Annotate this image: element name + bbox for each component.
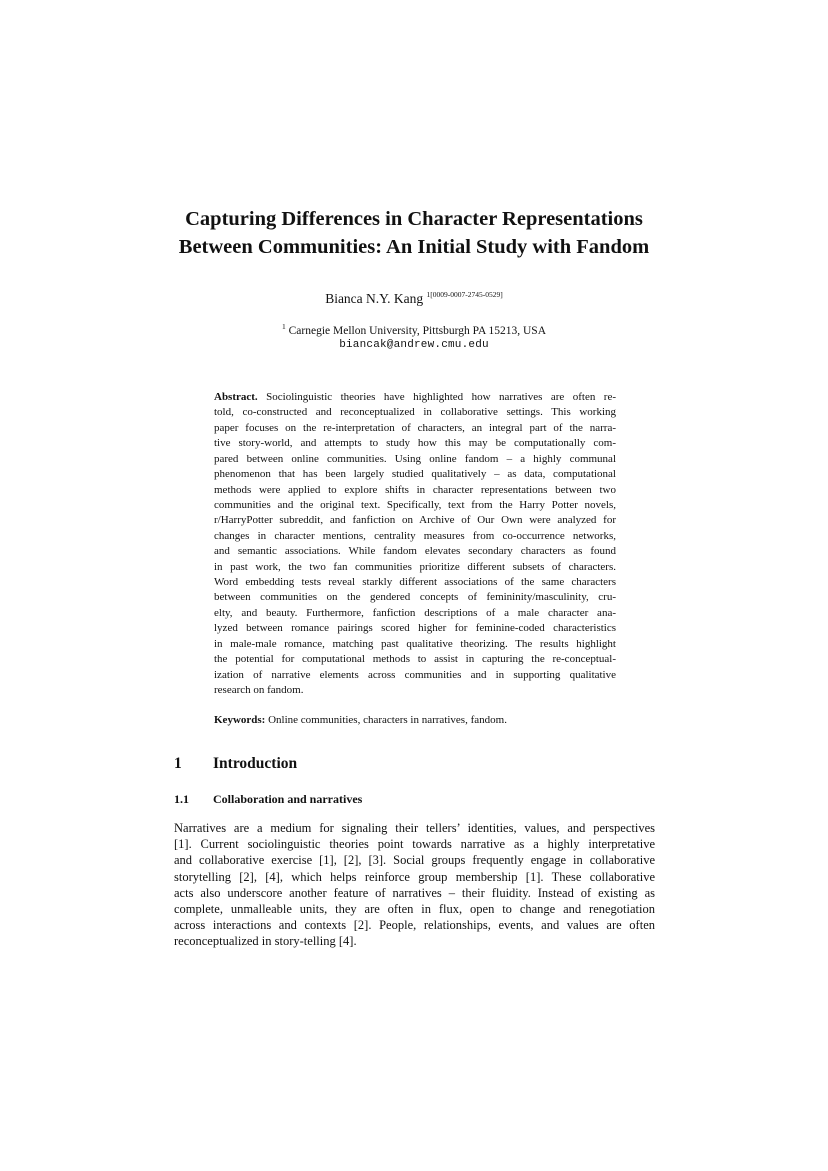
section-title: Introduction — [213, 755, 298, 772]
abstract-line: Word embedding tests reveal starkly different associations of the same characters — [214, 576, 616, 589]
affiliation-superscript: 1 — [282, 322, 286, 331]
abstract-line: in past work, the two fan communities prioritize different subsets of characters. — [214, 560, 616, 573]
abstract-line: elty, and beauty. Furthermore, fanfiction descriptions of a male character ana- — [214, 606, 616, 619]
abstract-line: research on fandom. — [214, 684, 304, 697]
author-name: Bianca N.Y. Kang — [325, 291, 424, 306]
intro-line: complete, unmalleable units, they are often in flux, open to change and renegotiation — [174, 902, 655, 917]
affiliation-block — [140, 320, 688, 352]
abstract-line: between communities on the gendered concepts of femininity/masculinity, cru- — [214, 591, 616, 604]
paper-title — [140, 205, 688, 261]
author-email[interactable]: biancak@andrew.cmu.edu — [339, 339, 489, 351]
intro-paragraph — [174, 820, 655, 950]
section-number: 1 — [174, 755, 182, 772]
section-heading-introduction — [174, 754, 297, 774]
intro-line: storytelling [2], [4], which helps reinforce group membership [1]. These collaborative — [174, 869, 655, 884]
abstract-line: r/HarryPotter subreddit, and fanfiction on Archive of Our Own were analyzed for — [214, 514, 616, 527]
abstract-line: and semantic associations. While fandom elevates secondary characters as found — [214, 545, 616, 558]
abstract — [214, 390, 616, 698]
subsection-heading-collaboration — [174, 791, 362, 807]
abstract-line: communities and the original text. Specifically, text from the Harry Potter novels, — [214, 498, 616, 511]
author-line — [140, 287, 688, 307]
abstract-line: told, co-constructed and reconceptualized in collaborative settings. This working — [214, 406, 616, 419]
abstract-line: pared between online communities. Using online fandom – a highly communal — [214, 452, 616, 465]
intro-line: across interactions and contexts [2]. People, relationships, events, and values are often — [174, 918, 655, 933]
abstract-line: paper focuses on the re-interpretation of characters, an integral part of the narra- — [214, 421, 616, 434]
abstract-line: ization of narrative elements across communities and in supporting qualitative — [214, 668, 616, 681]
intro-line: [1]. Current sociolinguistic theories point towards narrative as a highly interpretative — [174, 837, 655, 852]
abstract-line: lyzed between romance pairings scored higher for feminine-coded characteristics — [214, 622, 616, 635]
subsection-number: 1.1 — [174, 792, 189, 806]
abstract-label: Abstract. — [214, 391, 258, 403]
abstract-line: tive story-world, and attempts to study how this may be computationally com- — [214, 437, 616, 450]
abstract-line: phenomenon that has been largely studied qualitatively – as data, computational — [214, 468, 616, 481]
intro-line: acts also underscore another feature of narratives – their fluidity. Instead of existing as — [174, 885, 655, 900]
abstract-line: methods were applied to explore shifts in character representations between two — [214, 483, 616, 496]
keywords-text: Online communities, characters in narratives, fandom. — [268, 714, 507, 726]
abstract-line: changes in character mentions, centrality measures from co-occurrence networks, — [214, 529, 616, 542]
intro-line: and collaborative exercise [1], [2], [3]. Social groups frequently engage in collaborative — [174, 853, 655, 868]
abstract-text: Sociolinguistic theories have highlighted how narratives are often re- — [266, 391, 616, 403]
abstract-line: in male-male romance, matching past qualitative theorizing. The results highlight — [214, 637, 616, 650]
keywords — [214, 713, 616, 728]
affiliation-text: Carnegie Mellon University, Pittsburgh PA 15213, USA — [288, 325, 546, 337]
intro-line: Narratives are a medium for signaling their tellers’ identities, values, and perspectives — [174, 821, 655, 835]
title-line-1: Capturing Differences in Character Representations — [185, 208, 643, 230]
author-orcid-superscript: 1[0009-0007-2745-0529] — [426, 290, 503, 299]
intro-line: reconceptualized in story-telling [4]. — [174, 934, 357, 949]
abstract-line: the potential for computational methods to assist in capturing the re-conceptual- — [214, 653, 616, 666]
affiliation-line — [140, 320, 688, 338]
abstract-line — [214, 390, 616, 405]
subsection-title: Collaboration and narratives — [213, 792, 363, 806]
keywords-label: Keywords: — [214, 714, 266, 726]
title-line-2: Between Communities: An Initial Study with Fandom — [178, 236, 650, 258]
